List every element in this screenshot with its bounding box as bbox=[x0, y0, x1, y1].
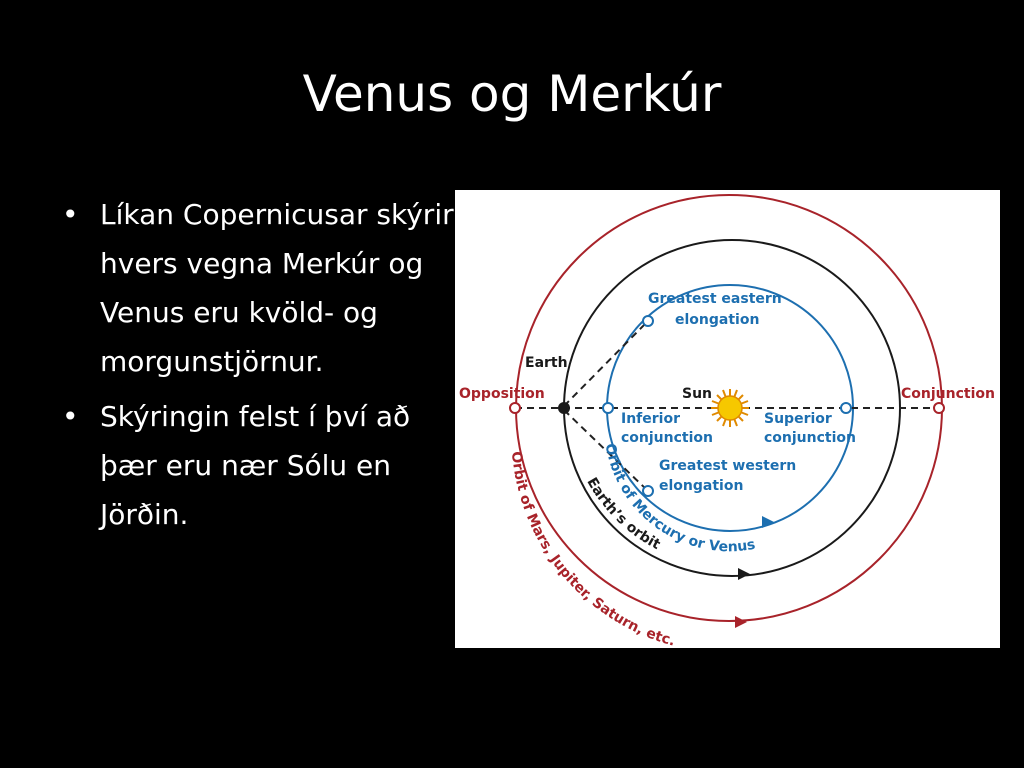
inner-orbit-arrow-icon bbox=[762, 516, 774, 528]
earth-marker bbox=[558, 402, 570, 414]
orbit-diagram bbox=[455, 190, 1000, 648]
bullet-text: Skýringin felst í því að þær eru nær Sólu en Jörðin. bbox=[100, 400, 411, 531]
earth-orbit-arrow-icon bbox=[738, 568, 750, 580]
bullet-item bbox=[62, 392, 457, 539]
label-superior-line2: conjunction bbox=[764, 430, 856, 446]
label-inferior: Inferior bbox=[621, 411, 680, 427]
label-inferior-line2: conjunction bbox=[621, 430, 713, 446]
superior-conjunction-marker bbox=[841, 403, 851, 413]
bullet-dot-icon: • bbox=[62, 198, 79, 231]
label-greatest-eastern-line2: elongation bbox=[675, 312, 760, 328]
bullet-item bbox=[62, 190, 457, 386]
western-elongation-marker bbox=[643, 486, 653, 496]
label-inner-orbit-path: Orbit of Mercury or Venus bbox=[601, 442, 757, 556]
opposition-marker bbox=[510, 403, 520, 413]
slide-title: Venus og Merkúr bbox=[302, 65, 722, 123]
label-superior: Superior bbox=[764, 411, 832, 427]
bullet-text: Líkan Copernicusar skýrir hvers vegna Merkúr og Venus eru kvöld- og morgunstjörnur. bbox=[100, 198, 454, 378]
label-greatest-western: Greatest western bbox=[659, 458, 797, 474]
inferior-conjunction-marker bbox=[603, 403, 613, 413]
label-greatest-western-line2: elongation bbox=[659, 478, 744, 494]
label-earth-orbit-path: Earth’s orbit bbox=[583, 474, 663, 553]
eastern-elongation-marker bbox=[643, 316, 653, 326]
orbit-diagram-svg bbox=[455, 190, 1000, 648]
bullet-list bbox=[62, 190, 457, 545]
label-sun: Sun bbox=[682, 386, 713, 402]
label-opposition: Opposition bbox=[459, 386, 545, 402]
sun-icon bbox=[711, 389, 749, 427]
label-conjunction: Conjunction bbox=[901, 386, 995, 402]
sun-disc bbox=[718, 396, 742, 420]
conjunction-marker bbox=[934, 403, 944, 413]
label-greatest-eastern: Greatest eastern bbox=[648, 291, 782, 307]
outer-orbit-arrow-icon bbox=[735, 616, 747, 628]
eastern-elongation-line bbox=[564, 321, 648, 406]
label-earth: Earth bbox=[525, 355, 568, 371]
bullet-dot-icon: • bbox=[62, 400, 79, 433]
label-outer-orbit-path: Orbit of Mars, Jupiter, Saturn, etc. bbox=[507, 450, 677, 648]
